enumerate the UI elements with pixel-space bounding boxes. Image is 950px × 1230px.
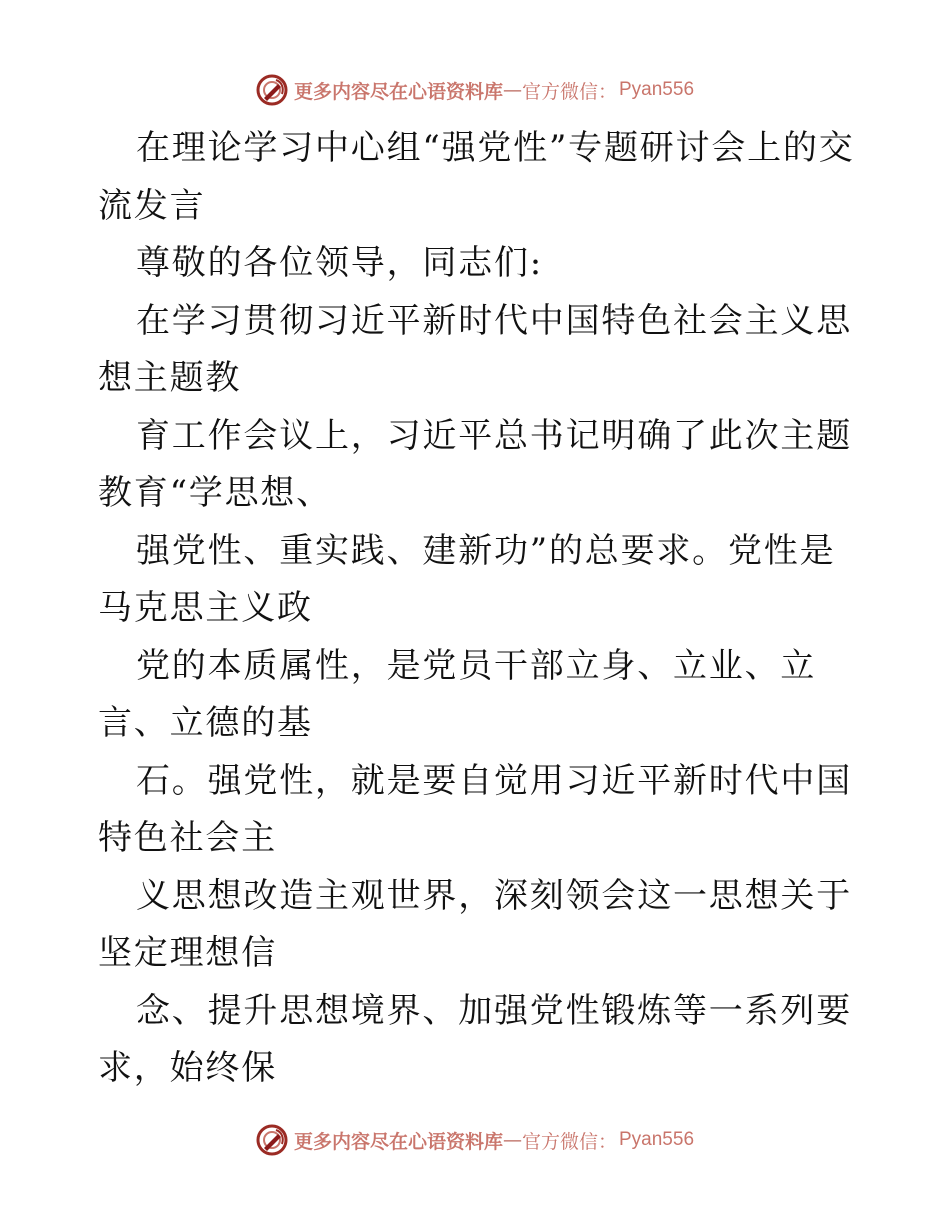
header-banner (0, 70, 950, 110)
body-paragraph: 石。强党性，就是要自觉用习近平新时代中国特色社会主 (98, 760, 852, 858)
body-paragraph: 党的本质属性，是党员干部立身、立业、立言、立德的基 (98, 645, 817, 743)
banner-wechat-id: Pyan556 (619, 79, 695, 100)
banner-separator: — (502, 1129, 522, 1151)
brand-logo-icon (256, 1124, 288, 1156)
banner-brand-text: 更多内容尽在心语资料库 (293, 1130, 503, 1153)
banner-wechat-label: 官方微信： (521, 1130, 617, 1153)
banner-separator: — (502, 79, 522, 101)
document-body (98, 120, 858, 1098)
body-paragraph: 义思想改造主观世界，深刻领会这一思想关于坚定理想信 (98, 875, 852, 973)
body-paragraph: 育工作会议上，习近平总书记明确了此次主题教育“学思想、 (98, 415, 852, 513)
document-title: 在理论学习中心组“强党性”专题研讨会上的交流发言 (98, 128, 855, 226)
brand-logo-icon (256, 74, 288, 106)
banner-wechat-id: Pyan556 (619, 1129, 695, 1150)
body-paragraph: 强党性、重实践、建新功”的总要求。党性是马克思主义政 (98, 530, 836, 628)
banner-brand-text: 更多内容尽在心语资料库 (293, 80, 503, 103)
footer-banner (0, 1120, 950, 1160)
banner-wechat-label: 官方微信： (521, 80, 617, 103)
body-paragraph: 在学习贯彻习近平新时代中国特色社会主义思想主题教 (98, 300, 852, 398)
salutation: 尊敬的各位领导，同志们: (136, 243, 544, 283)
body-paragraph: 念、提升思想境界、加强党性锻炼等一系列要求，始终保 (98, 990, 852, 1088)
